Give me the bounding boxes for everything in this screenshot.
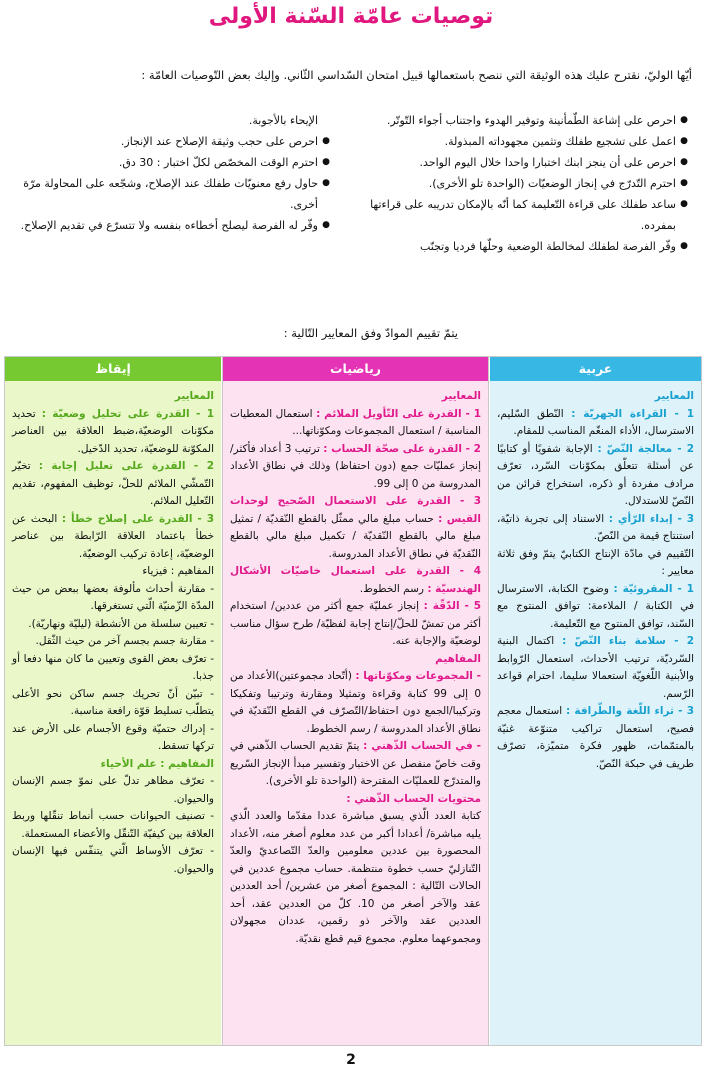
recommendations-left bbox=[12, 110, 330, 236]
concept-text: يتمّ تقديم الحساب الذّهني في وقت خاصّ منفصل عن الاختبار وتفسير مبدأ الإنجاز السّريع والمتدرّج للعمليّات المقترحة (الواحدة تلو الأخرى). bbox=[230, 740, 481, 787]
concepts-subject: علم الأحياء bbox=[100, 757, 157, 770]
criterion bbox=[12, 406, 214, 459]
physics-item: - إدراك حتميّة وقوع الأجسام على الأرض عند تركها تسقط. bbox=[12, 722, 214, 752]
criterion-key: 3 - القدرة على الاستعمال الصّحيح لوحدات القيس : bbox=[230, 495, 481, 525]
criterion-key: 2 - القدرة على صحّة الحساب : bbox=[323, 442, 481, 455]
physics-item: - مقارنة أحداث مألوفة بعضها ببعض من حيث المدّة الزّمنيّة الّتي تستغرقها. bbox=[12, 582, 214, 612]
mental-math-text: كتابة العدد الّذي يسبق مباشرة عددا مقدّما والعدد الّذي يليه مباشرة/ أعدادا أكبر من عدد معلوم أصغر منه، الأعداد المحصورة بين عددين معلومين والعدّ التّصاعديّ والعدّ التّنازليّ حسب خطوة منتظمة. حساب مجموع عددين في الحالات التّالية : المجموع أصغر من عشرين/ أحد العددين عقد والآخر أصغر من 10. كلّ من العددين عقد، أحد العددين عقد والآخر ذو رقمين، عددان مجهولان ومجموعهما معلوم. مجموع قيم قطع نقديّة. bbox=[230, 810, 481, 945]
criterion-text: الاستناد إلى تجربة ذاتيّة، استنتاج قيمة من النّصّ. bbox=[497, 512, 694, 542]
recommendation-item: ● اعمل على تشجيع طفلك وتثمين مجهوداته المبذولة. bbox=[362, 131, 688, 152]
recommendation-item: ● احرص على إشاعة الطّمأنينة وتوفير الهدوء واجتناب أجواء التّوتّر. bbox=[362, 110, 688, 131]
criterion bbox=[12, 458, 214, 511]
criterion bbox=[497, 703, 694, 773]
criterion-key: 1 - المقروئيّة : bbox=[613, 582, 694, 595]
criterion-text: تحديد مكوّنات الوضعيّة،ضبط العلاقة بين العناصر المكوّنة للوضعيّة، تحديد الدّخيل. bbox=[12, 407, 214, 455]
criterion-text: الإجابة شفويًا أو كتابيًا عن أسئلة تتعلّق بمكوّنات السّرد، تعرّف مرادف مفردة أو ذكره، استخراج قرائن من النّصّ للاستدلال. bbox=[497, 442, 694, 507]
physics-item: - مقارنة جسم بجسم آخر من حيث الثّقل. bbox=[35, 635, 214, 647]
math-column bbox=[222, 357, 489, 1045]
criterion-text: ترتيب 3 أعداد فأكثر/ إنجاز عمليّات جمع (دون احتفاظ) وذلك في نطاق الأعداد المدروسة من 0 إلى 99. bbox=[230, 442, 481, 490]
physics-item: - تبيّن أنّ تحريك جسم ساكن نحو الأعلى يتطلّب تسليط قوّة رافعة مناسبة. bbox=[12, 687, 214, 717]
concepts-label: المفاهيم : bbox=[160, 757, 214, 770]
criterion bbox=[497, 546, 694, 581]
concept bbox=[230, 738, 481, 791]
concepts-heading: المفاهيم bbox=[435, 652, 481, 665]
criterion-text: اكتمال البنية السّرديّة، ترتيب الأحداث، استعمال الرّوابط والأبنية اللّغويّة استعمالا سليما، احترام قواعد الرّسم. bbox=[497, 635, 694, 700]
arabic-header: عربية bbox=[490, 357, 701, 381]
math-header: رياضيات bbox=[223, 357, 488, 381]
concept-key: - المجموعات ومكوّناتها : bbox=[355, 670, 481, 682]
criterion bbox=[230, 406, 481, 441]
page-number: 2 bbox=[346, 1052, 356, 1068]
recommendation-continuation: الإيحاء بالأجوبة. bbox=[248, 114, 318, 127]
recommendation-item: ● وفّر الفرصة لطفلك لمخالطة الوضعية وحلّها فرديا وتجنّب bbox=[362, 236, 688, 257]
criteria-heading: المعايير bbox=[441, 390, 481, 402]
criterion-text: البحث عن خطأ باعتماد العلاقة الرّابطة بين عناصر الوضعيّة، إعادة تركيب الوضعيّة. bbox=[12, 512, 214, 560]
mental-math-heading: محتويات الحساب الذّهني : bbox=[346, 792, 481, 805]
page-title: توصيات عامّة السّنة الأولى bbox=[208, 4, 494, 29]
criterion bbox=[230, 563, 481, 598]
criterion-text: وضوح الكتابة، الاسترسال في الكتابة / الملاءمة: توافق المنتوج مع السّند، توافق المنتوج مع التّعليمة. bbox=[497, 582, 694, 630]
intro-paragraph: أيّها الوليّ، نقترح عليك هذه الوثيقة التي ننصح باستعمالها قبيل امتحان السّداسي الثّاني. وإليك بعض التّوصيات العامّة : bbox=[141, 68, 692, 82]
concepts-label: المفاهيم : bbox=[170, 565, 214, 577]
criterion-text: حساب مبلغ مالي ممثّل بالقطع النّقديّة / تمثيل مبلغ مالي بالقطع النّقديّة / تكميل مبلغ مالي بالقطع النّقديّة في نطاق الأعداد المدروسة. bbox=[230, 512, 481, 560]
criterion-key: 5 - الدّقّة : bbox=[423, 600, 481, 612]
criterion bbox=[497, 511, 694, 546]
criterion-key: 3 - القدرة على إصلاح خطأ : bbox=[61, 512, 214, 525]
criterion bbox=[497, 633, 694, 703]
recommendation-item: ● احرص على أن ينجز ابنك اختبارا واحدا خلال اليوم الواحد. bbox=[362, 152, 688, 173]
criterion-text: رسم الخطوط. bbox=[359, 582, 424, 595]
criterion-key: 1 - القدرة على تحليل وضعيّة : bbox=[41, 407, 215, 420]
criterion bbox=[230, 441, 481, 494]
concept-text: (أتّحاد مجموعتين)الأعداد من 0 إلى 99 كتابة وقراءة وتمثيلا ومقارنة وترتيبا وتفكيكا وتركيبا/الجمع دون احتفاظ/التّصرّف في القطع النّقديّة في نطاق الأعداد المدروسة / رسم الخطوط. bbox=[230, 670, 481, 735]
criterion-text: استعمال معجم فصيح، استعمال تراكيب متنوّعة غنيّة بالمتمّمات، ظهور فكرة متميّزة، تصرّف طريف في حبكة النّصّ. bbox=[497, 705, 694, 770]
criterion bbox=[230, 598, 481, 651]
criterion bbox=[497, 406, 694, 441]
criteria-heading: المعايير bbox=[654, 390, 694, 402]
awakening-header: إيقاظ bbox=[5, 357, 221, 381]
criterion-text: استعمال المعطيات المناسبة / استعمال المجموعات ومكوّناتها... bbox=[230, 407, 481, 437]
criterion-key: 3 - ثراء اللّغة والطّرافة : bbox=[566, 705, 695, 717]
criterion bbox=[230, 493, 481, 563]
criterion-key: 2 - معالجة النّصّ : bbox=[597, 442, 694, 455]
recommendation-item: ● احترم التّدرّج في إنجاز الوضعيّات (الواحدة تلو الأخرى). bbox=[362, 173, 688, 194]
concept bbox=[230, 668, 481, 738]
physics-concepts-label bbox=[12, 563, 214, 581]
concepts-subject: فيزياء bbox=[142, 565, 168, 577]
recommendation-item: ● احرص على حجب وثيقة الإصلاح عند الإنجاز. bbox=[12, 131, 330, 152]
recommendation-item: ● وفّر له الفرصة ليصلح أخطاءه بنفسه ولا تتسرّع في تقديم الإصلاح. bbox=[12, 215, 330, 236]
physics-item: - تعيين سلسلة من الأنشطة (ليليّة ونهاريّة). bbox=[28, 617, 214, 630]
physics-item: - تعرّف بعض القوى وتعيين ما كان منها دفعا أو جذبا. bbox=[12, 652, 214, 682]
criterion bbox=[497, 441, 694, 511]
criterion-text: إنجاز عمليّة جمع أكثر من عددين/ استخدام أكثر من تمشّ للحلّ/إنتاج إجابة لفظيّة/ طرح سؤال مناسب لوضعيّة والإجابة عنه. bbox=[230, 600, 481, 647]
criterion-key: 1 - القدرة على التّأويل الملائم : bbox=[316, 407, 482, 420]
criterion bbox=[12, 511, 214, 564]
recommendations-right bbox=[362, 110, 688, 257]
awakening-column bbox=[5, 357, 221, 1045]
biology-item: - تعرّف الأوساط الّتي يتنفّس فيها الإنسان والحيوان. bbox=[12, 845, 214, 875]
criterion-key: 3 - إبداء الرّأي : bbox=[608, 512, 694, 525]
biology-concepts-label bbox=[12, 756, 214, 774]
criterion-key: 1 - القراءة الجهريّة : bbox=[571, 407, 695, 420]
criterion-text: تخيّر التّمشّي الملائم للحلّ، توظيف المفهوم، تقديم التّعليل الملائم. bbox=[12, 460, 214, 507]
criterion-key: 4 - القدرة على استعمال خاصيّات الأشكال الهندسيّة : bbox=[230, 565, 481, 595]
concept-key: - في الحساب الذّهني : bbox=[363, 740, 482, 752]
biology-item: - تصنيف الحيوانات حسب أنماط تنقّلها وربط العلاقة بين كيفيّة التّنقّل والأعضاء المستعملة. bbox=[12, 810, 214, 840]
criterion-text: النّطق السّليم، الاسترسال، الأداء المنغّم المناسب للمقام. bbox=[497, 407, 694, 437]
criterion-key: 2 - القدرة على تعليل إجابة : bbox=[38, 460, 214, 472]
criteria-heading: المعايير bbox=[174, 390, 214, 402]
evaluation-intro: يتمّ تقييم الموادّ وفق المعايير التّالية : bbox=[283, 326, 458, 340]
criterion bbox=[497, 581, 694, 634]
criteria-table bbox=[4, 356, 702, 1046]
criterion-text: التّقييم في مادّة الإنتاج الكتابيّ يتمّ وفق ثلاثة معايير : bbox=[497, 547, 694, 577]
recommendation-item: ● احترم الوقت المخصّص لكلّ اختبار : 30 دق. bbox=[12, 152, 330, 173]
biology-item: - تعرّف مظاهر تدلّ على نموّ جسم الإنسان والحيوان. bbox=[12, 775, 214, 805]
recommendation-item: ● ساعد طفلك على قراءة التّعليمة كما أنّه بالإمكان تدريبه على قراءتها بمفرده. bbox=[362, 194, 688, 236]
criterion-key: 2 - سلامة بناء النّصّ : bbox=[562, 635, 694, 647]
recommendation-item: ● حاول رفع معنويّات طفلك عند الإصلاح، وشجّعه على المحاولة مرّة أخرى. bbox=[12, 173, 330, 215]
arabic-column bbox=[490, 357, 701, 1045]
